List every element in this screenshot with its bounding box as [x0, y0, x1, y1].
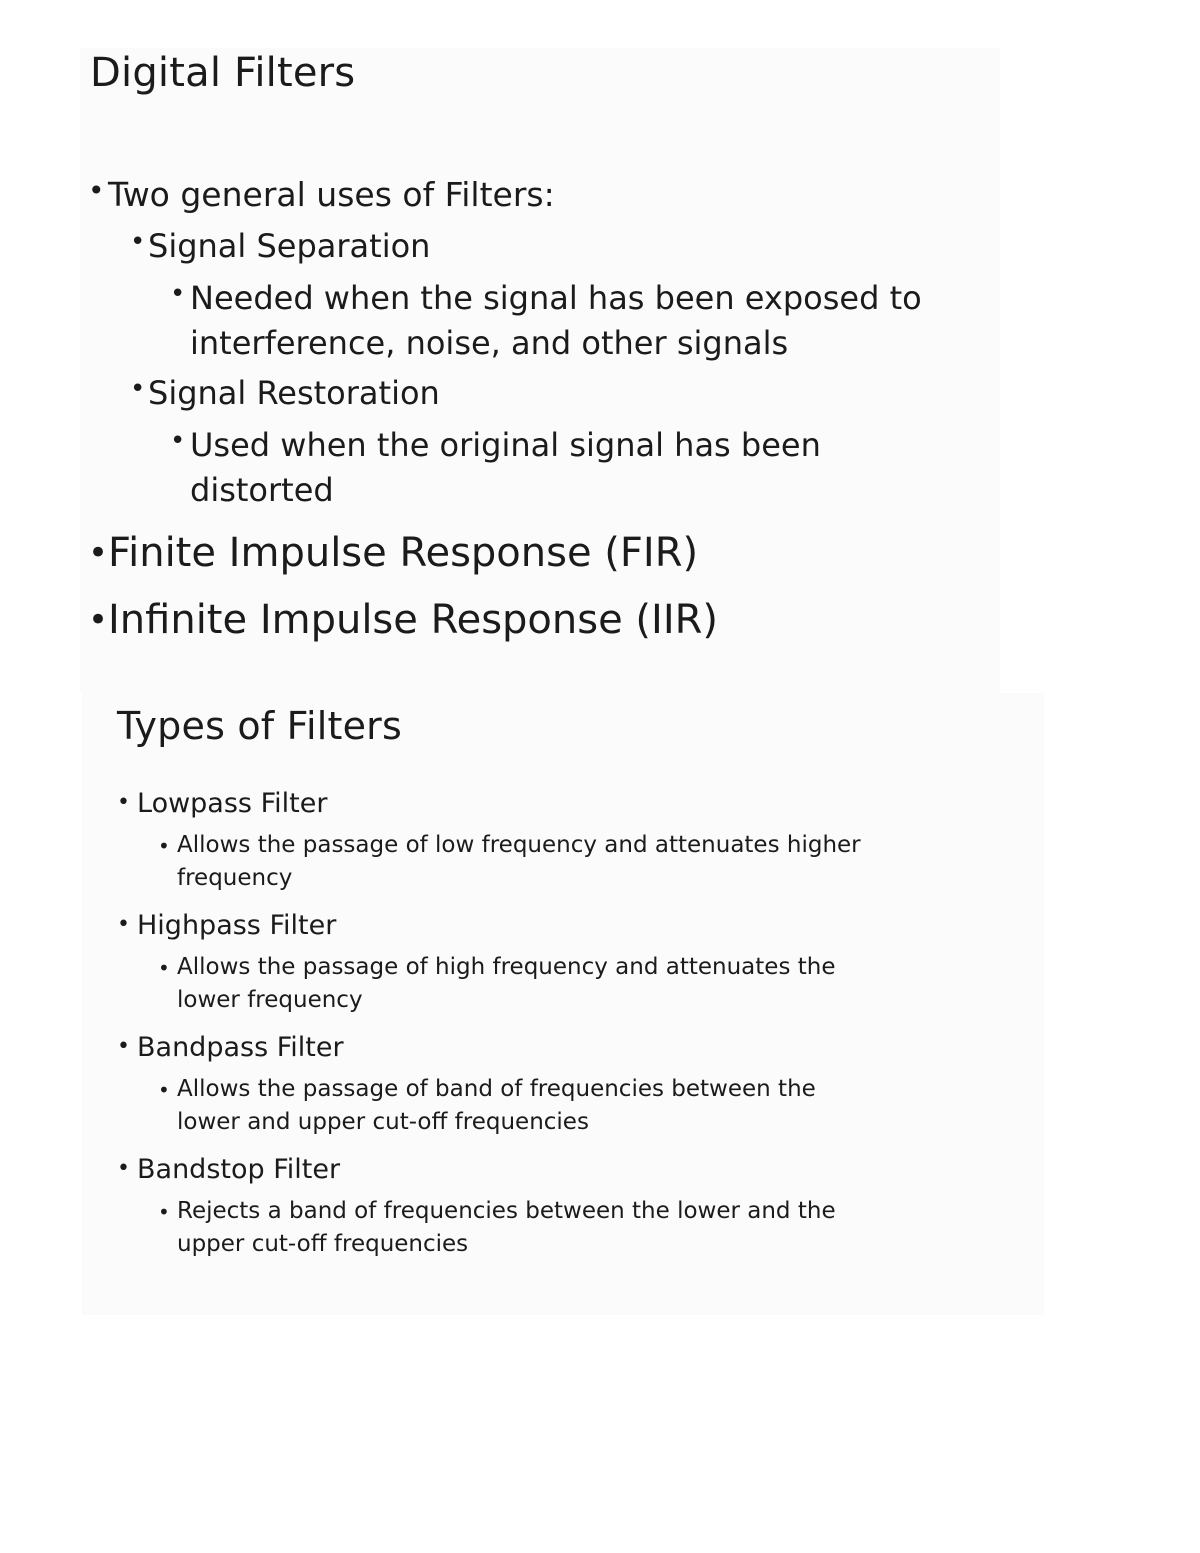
- bullet-marker: •: [170, 426, 186, 456]
- bullet-marker: •: [88, 533, 109, 573]
- bullet-two-general-uses: Two general uses of Filters:: [108, 175, 555, 214]
- filter-name-bandpass: Bandpass Filter: [137, 1032, 344, 1063]
- filter-desc-lowpass-line-1: Allows the passage of low frequency and attenuates higher: [177, 832, 861, 858]
- filter-desc-highpass-line-1: Allows the passage of high frequency and attenuates the: [177, 954, 836, 980]
- bullet-fir: Finite Impulse Response (FIR): [108, 530, 699, 576]
- bullet-marker: •: [170, 279, 186, 309]
- filter-desc-bandpass-line-2: lower and upper cut-off frequencies: [177, 1109, 589, 1135]
- bullet-marker: •: [117, 790, 130, 815]
- bullet-signal-restoration: Signal Restoration: [148, 374, 440, 412]
- bullet-marker: •: [117, 1034, 130, 1059]
- bullet-marker: •: [158, 956, 170, 980]
- bullet-marker: •: [158, 834, 170, 858]
- filter-desc-bandstop-line-2: upper cut-off frequencies: [177, 1231, 469, 1257]
- bullet-marker: •: [130, 374, 146, 404]
- bullet-marker: •: [117, 1156, 130, 1181]
- filter-name-bandstop: Bandstop Filter: [137, 1154, 341, 1185]
- restoration-desc-line-2: distorted: [190, 471, 334, 509]
- filter-desc-bandstop-line-1: Rejects a band of frequencies between the lower and the: [177, 1198, 836, 1224]
- filter-desc-bandpass-line-1: Allows the passage of band of frequencies between the: [177, 1076, 816, 1102]
- slide1-title: Digital Filters: [90, 50, 356, 96]
- filter-desc-lowpass-line-2: frequency: [177, 865, 293, 891]
- slide2-title: Types of Filters: [117, 704, 402, 748]
- bullet-marker: •: [88, 174, 105, 207]
- separation-desc-line-2: interference, noise, and other signals: [190, 324, 789, 362]
- bullet-marker: •: [158, 1200, 170, 1224]
- separation-desc-line-1: Needed when the signal has been exposed to: [190, 279, 922, 317]
- bullet-marker: •: [158, 1078, 170, 1102]
- bullet-marker: •: [117, 912, 130, 937]
- bullet-marker: •: [130, 227, 146, 257]
- bullet-signal-separation: Signal Separation: [148, 227, 431, 265]
- filter-name-highpass: Highpass Filter: [137, 910, 337, 941]
- bullet-marker: •: [88, 600, 109, 640]
- bullet-iir: Infinite Impulse Response (IIR): [108, 597, 719, 643]
- filter-desc-highpass-line-2: lower frequency: [177, 987, 363, 1013]
- restoration-desc-line-1: Used when the original signal has been: [190, 426, 821, 464]
- filter-name-lowpass: Lowpass Filter: [137, 788, 328, 819]
